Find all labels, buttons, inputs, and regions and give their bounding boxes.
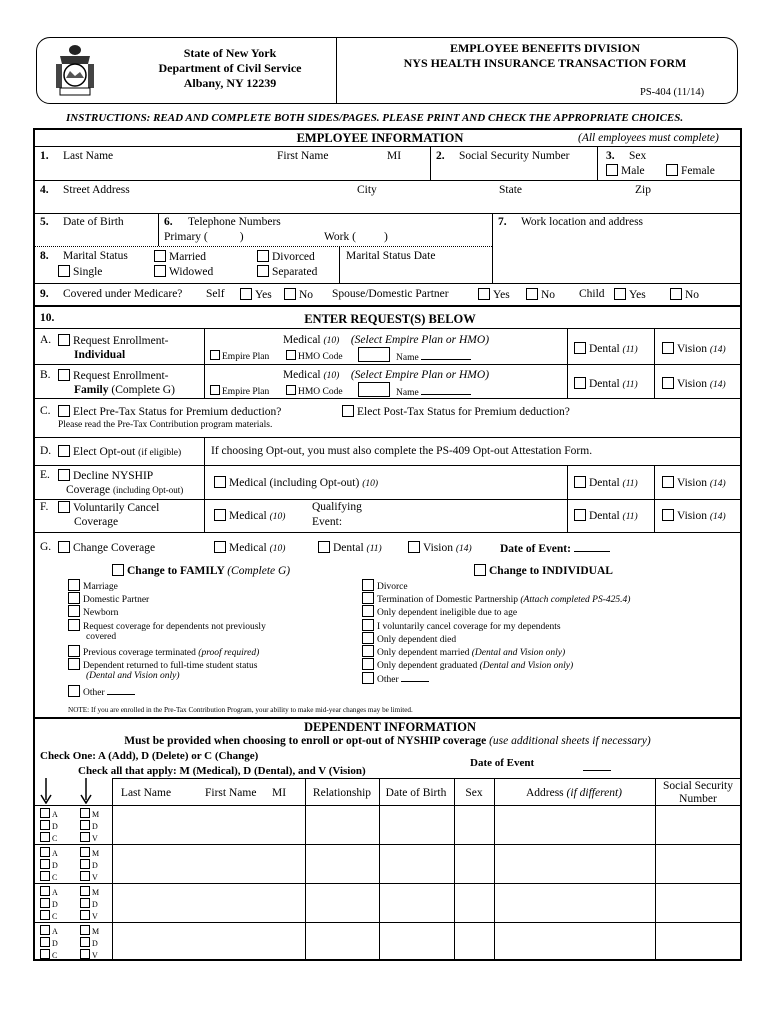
row1-vision[interactable]: V: [80, 832, 98, 843]
post-tax-status[interactable]: Elect Post-Tax Status for Premium deduction?: [342, 405, 570, 419]
medicare-self-no[interactable]: No: [284, 288, 313, 302]
header-dept: Department of Civil Service: [158, 61, 302, 75]
state-seal: [52, 42, 98, 98]
elect-opt-out[interactable]: Elect Opt-out (if eligible): [58, 445, 181, 459]
a-hmo-code[interactable]: HMO Code: [286, 350, 343, 363]
zip-label: Zip: [635, 184, 651, 196]
request-enroll-individual[interactable]: Request Enrollment-: [58, 334, 169, 348]
a-dental[interactable]: Dental (11): [574, 342, 638, 356]
b-hmo-code[interactable]: HMO Code: [286, 385, 343, 398]
medicare-label: Covered under Medicare?: [63, 288, 183, 300]
g-date-of-event[interactable]: Date of Event:: [500, 542, 610, 556]
sex-male[interactable]: Male: [606, 164, 645, 178]
b-name[interactable]: Name: [396, 385, 471, 399]
row4-dental[interactable]: D: [80, 937, 98, 948]
g-dental[interactable]: Dental (11): [318, 541, 382, 555]
row2-vision[interactable]: V: [80, 871, 98, 882]
marital-married[interactable]: Married: [154, 250, 206, 264]
family-newborn[interactable]: Newborn: [68, 605, 118, 619]
pre-tax-status[interactable]: Elect Pre-Tax Status for Premium deduction?: [58, 405, 281, 419]
f-vision[interactable]: Vision (14): [662, 509, 726, 523]
b-hmo-code-box[interactable]: [358, 382, 390, 397]
a-empire-plan[interactable]: Empire Plan: [210, 350, 269, 363]
row3-medical[interactable]: M: [80, 886, 99, 897]
phone-primary[interactable]: Primary ( ): [164, 231, 244, 243]
e-vision[interactable]: Vision (14): [662, 476, 726, 490]
marital-separated[interactable]: Separated: [257, 265, 317, 279]
change-to-individual[interactable]: Change to INDIVIDUAL: [474, 564, 613, 578]
row1-add[interactable]: A: [40, 808, 58, 819]
indiv-divorce[interactable]: Divorce: [362, 579, 408, 593]
b-vision[interactable]: Vision (14): [662, 377, 726, 391]
indiv-termination-dp[interactable]: Termination of Domestic Partnership (Attach completed PS-425.4): [362, 592, 630, 606]
pre-tax-note: NOTE: If you are enrolled in the Pre-Tax Contribution Program, your ability to make mid-year changes may be limited.: [68, 706, 413, 714]
f-dental[interactable]: Dental (11): [574, 509, 638, 523]
row2-change[interactable]: C: [40, 871, 57, 882]
indiv-dependent-married[interactable]: Only dependent married (Dental and Vision only): [362, 645, 565, 659]
indiv-dependent-graduated[interactable]: Only dependent graduated (Dental and Vision only): [362, 658, 573, 672]
indiv-cancel-dependents[interactable]: I voluntarily cancel coverage for my dependents: [362, 619, 561, 633]
row3-change[interactable]: C: [40, 910, 57, 921]
first-name-label: First Name: [277, 150, 329, 162]
a-name[interactable]: Name: [396, 350, 471, 364]
row1-delete[interactable]: D: [40, 820, 58, 831]
medicare-child-no[interactable]: No: [670, 288, 699, 302]
row3-delete[interactable]: D: [40, 898, 58, 909]
family-domestic-partner[interactable]: Domestic Partner: [68, 592, 149, 606]
dep-date-of-event[interactable]: Date of Event: [470, 757, 535, 769]
sex-label: Sex: [629, 150, 647, 162]
employee-info-title: EMPLOYEE INFORMATION: [296, 131, 464, 145]
request-enroll-family[interactable]: Request Enrollment-: [58, 369, 169, 383]
request-title: ENTER REQUEST(S) BELOW: [304, 312, 476, 326]
family-other[interactable]: Other: [68, 685, 135, 699]
sex-female[interactable]: Female: [666, 164, 715, 178]
row1-medical[interactable]: M: [80, 808, 99, 819]
marital-divorced[interactable]: Divorced: [257, 250, 315, 264]
b-empire-plan[interactable]: Empire Plan: [210, 385, 269, 398]
phone-label: Telephone Numbers: [188, 216, 281, 228]
medicare-self-yes[interactable]: Yes: [240, 288, 272, 302]
row4-vision[interactable]: V: [80, 949, 98, 960]
form-number: PS-404 (11/14): [640, 87, 705, 98]
phone-work[interactable]: Work ( ): [324, 231, 388, 243]
row2-medical[interactable]: M: [80, 847, 99, 858]
header-city: Albany, NY 12239: [183, 76, 277, 90]
b-dental[interactable]: Dental (11): [574, 377, 638, 391]
dependent-info-title: DEPENDENT INFORMATION: [303, 720, 477, 734]
header-division: EMPLOYEE BENEFITS DIVISION: [449, 41, 641, 55]
family-student-status[interactable]: Dependent returned to full-time student status: [68, 658, 257, 672]
voluntarily-cancel[interactable]: Voluntarily Cancel: [58, 501, 159, 515]
dob-label: Date of Birth: [63, 216, 124, 228]
medicare-partner-yes[interactable]: Yes: [478, 288, 510, 302]
marital-single[interactable]: Single: [58, 265, 102, 279]
instructions: INSTRUCTIONS: READ AND COMPLETE BOTH SIDES/PAGES. PLEASE PRINT AND CHECK THE APPROPRIATE CHOICES.: [66, 112, 684, 124]
medicare-child-yes[interactable]: Yes: [614, 288, 646, 302]
row2-dental[interactable]: D: [80, 859, 98, 870]
marital-label: Marital Status: [63, 250, 128, 262]
a-hmo-code-box[interactable]: [358, 347, 390, 362]
change-to-family[interactable]: Change to FAMILY (Complete G): [112, 564, 290, 578]
medicare-partner-no[interactable]: No: [526, 288, 555, 302]
row4-change[interactable]: C: [40, 949, 57, 960]
row1-change[interactable]: C: [40, 832, 57, 843]
family-previous-terminated[interactable]: Previous coverage terminated (proof required): [68, 645, 259, 659]
row4-delete[interactable]: D: [40, 937, 58, 948]
row1-dental[interactable]: D: [80, 820, 98, 831]
city-label: City: [357, 184, 377, 196]
ssn-label: Social Security Number: [459, 150, 570, 162]
family-marriage[interactable]: Marriage: [68, 579, 118, 593]
arrow-down-icon: [80, 778, 92, 808]
indiv-dependent-died[interactable]: Only dependent died: [362, 632, 456, 646]
header-form-title: NYS HEALTH INSURANCE TRANSACTION FORM: [403, 56, 687, 70]
row4-medical[interactable]: M: [80, 925, 99, 936]
row2-add[interactable]: A: [40, 847, 58, 858]
f-medical[interactable]: Medical (10): [214, 509, 285, 523]
mi-label: MI: [387, 150, 402, 162]
row3-add[interactable]: A: [40, 886, 58, 897]
work-location-label: Work location and address: [521, 216, 644, 228]
indiv-ineligible-age[interactable]: Only dependent ineligible due to age: [362, 605, 517, 619]
row3-dental[interactable]: D: [80, 898, 98, 909]
change-coverage[interactable]: Change Coverage: [58, 541, 155, 555]
decline-nyship[interactable]: Decline NYSHIP: [58, 469, 153, 483]
marital-date-label: Marital Status Date: [346, 250, 436, 262]
e-medical[interactable]: Medical (including Opt-out) (10): [214, 476, 378, 490]
indiv-other[interactable]: Other: [362, 672, 429, 686]
g-medical[interactable]: Medical (10): [214, 541, 285, 555]
e-dental[interactable]: Dental (11): [574, 476, 638, 490]
row2-delete[interactable]: D: [40, 859, 58, 870]
header-state: State of New York: [183, 46, 277, 60]
family-request-coverage[interactable]: Request coverage for dependents not previously: [68, 619, 266, 633]
g-vision[interactable]: Vision (14): [408, 541, 472, 555]
marital-widowed[interactable]: Widowed: [154, 265, 213, 279]
employee-info-note: (All employees must complete): [578, 132, 719, 144]
a-vision[interactable]: Vision (14): [662, 342, 726, 356]
state-label: State: [499, 184, 522, 196]
last-name-label: Last Name: [63, 150, 114, 162]
street-label: Street Address: [63, 184, 130, 196]
arrow-down-icon: [40, 778, 52, 808]
row4-add[interactable]: A: [40, 925, 58, 936]
row3-vision[interactable]: V: [80, 910, 98, 921]
